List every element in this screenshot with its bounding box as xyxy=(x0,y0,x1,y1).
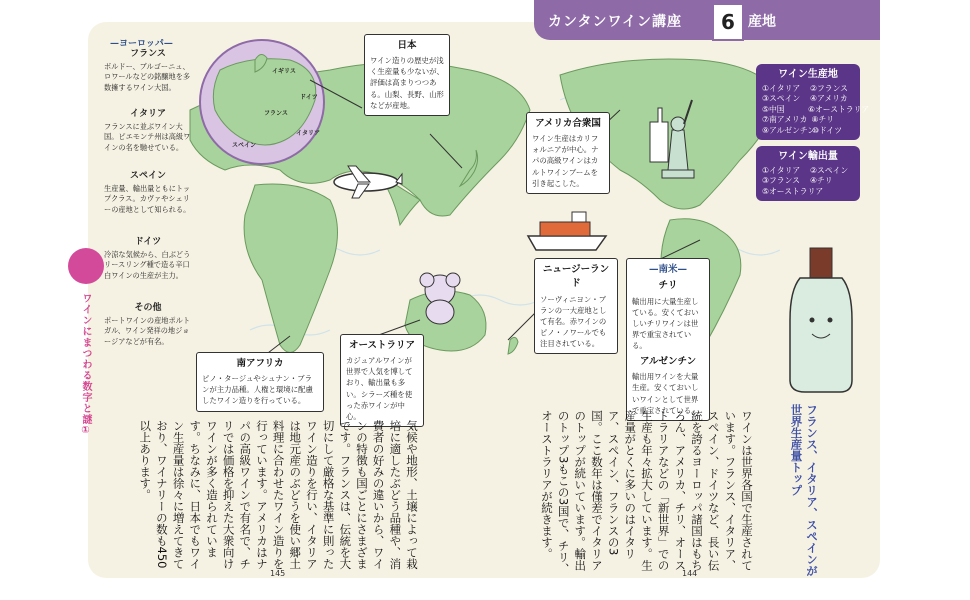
export-ranking-box: ワイン輸出量 ①イタリア ②スペイン ③フランス ④チリ ⑤オーストラリア xyxy=(756,146,860,201)
map-label-spain: スペイン xyxy=(232,142,257,149)
europe-spain: スペイン 生産量、輸出量ともにトップクラス。カヴァやシェリーの産地として知られる。 xyxy=(104,171,191,214)
page-number-right: 144 xyxy=(682,569,698,578)
right-heading: フランス、イタリア、スペインが世界生産量トップ xyxy=(789,404,820,577)
wine-bottle-character xyxy=(790,248,852,392)
new-zealand-box: ニュージーランド ソーヴィニヨン・ブランの一大産地として有名。赤ワインのピノ・ノワールでも注目されている。 xyxy=(534,258,618,354)
map-label-germany: ドイツ xyxy=(300,94,318,101)
map-label-france: フランス xyxy=(264,110,288,117)
south-africa-box: 南アフリカ ピノ・タージュやシュナン・ブランが主力品種。人権と環境に配慮したワイン造りを行っている。 xyxy=(196,352,324,412)
america-box: アメリカ合衆国 ワイン生産はカリフォルニアが中心。ナパの高級ワインはカルトワインブームを引き起こした。 xyxy=(526,112,610,194)
europe-title: —ヨーロッパ— xyxy=(110,39,173,49)
map-label-italy: イタリア xyxy=(296,130,321,137)
europe-germany: ドイツ 冷涼な気候から、白ぶどうリースリング種で造る辛口白ワインの生産が主力。 xyxy=(104,237,191,280)
japan-box: 日本 ワイン造りの歴史が浅く生産量も少ないが、評価は高まりつつある。山梨、長野、山形などが産地。 xyxy=(364,34,450,116)
australia-box: オーストラリア カジュアルワインが世界で人気を博しており、輸出量も多い。シラーズ種を使った赤ワインが中心。 xyxy=(340,334,424,427)
map-label-uk: イギリス xyxy=(272,68,296,75)
europe-other: その他 ポートワインの産地ポルトガル、ワイン発祥の地ジョージアなどが有名。 xyxy=(104,303,191,346)
chapter-tab-marker xyxy=(68,248,104,284)
right-body-text: ワインは世界各国で生産されています。フランス、イタリア、スペイン、ドイツなど、長い伝統を誇るヨーロッパ諸国はもちろん、アメリカ、チリ、オーストラリアなどの「新世界」での生産も年々拡大しています。生産量がとくに多いのはイタリア、スペイン、フランスの3国。ここ数年は僅差でイタリアのトップが続いています。輸出のトップ3もこの3国で、チリ、オーストラリアが続きます。 xyxy=(539,410,754,575)
europe-france: フランス ボルドー、ブルゴーニュ、ロワールなどの銘醸地を多数擁するワイン大国。 xyxy=(104,49,191,92)
left-body-text: 気候や地形、土壌によって栽培に適したぶどう品種や、消費者の好みの違いから、ワインの特徴も国ごとにさまざまです。フランスは、伝統を大切にして厳格な基準に則ったワイン造りを行い、イタリアは地元産のぶどうを使い郷土料理に合わせたワイン造りを行っています。アメリカはナパの高級ワインで有名で、チリでは価格を抑えた大衆向けワインが多く造られています。ちなみに、日本でもワイン生産量は徐々に増えてきており、ワイナリーの数も450以上あります。 xyxy=(138,420,419,570)
lesson-topic: 産地 xyxy=(748,14,776,30)
series-title: カンタンワイン講座 xyxy=(548,14,683,30)
ship-illustration xyxy=(528,212,606,250)
page-number-left: 145 xyxy=(270,569,286,578)
south-america-box: —南米— チリ 輸出用に大量生産している。安くておいしいチリワインは世界で重宝されている。 アルゼンチン 輸出用ワインを大量生産。安くておいしいワインとして世界で重宝されている。 xyxy=(626,258,710,421)
europe-italy: イタリア フランスに並ぶワイン大国。ピエモンテ州は高級ワインの名を馳せている。 xyxy=(104,109,191,152)
chapter-caption: ワインにまつわる数字と謎① xyxy=(80,293,91,437)
lesson-number: 6 xyxy=(712,3,744,41)
production-ranking-box: ワイン生産地 ①イタリア ②フランス ③スペイン ④アメリカ ⑤中国 ⑥オーストラリア ⑦南アメリカ ⑧チリ ⑨アルゼンチン ⑩ドイツ xyxy=(756,64,860,140)
